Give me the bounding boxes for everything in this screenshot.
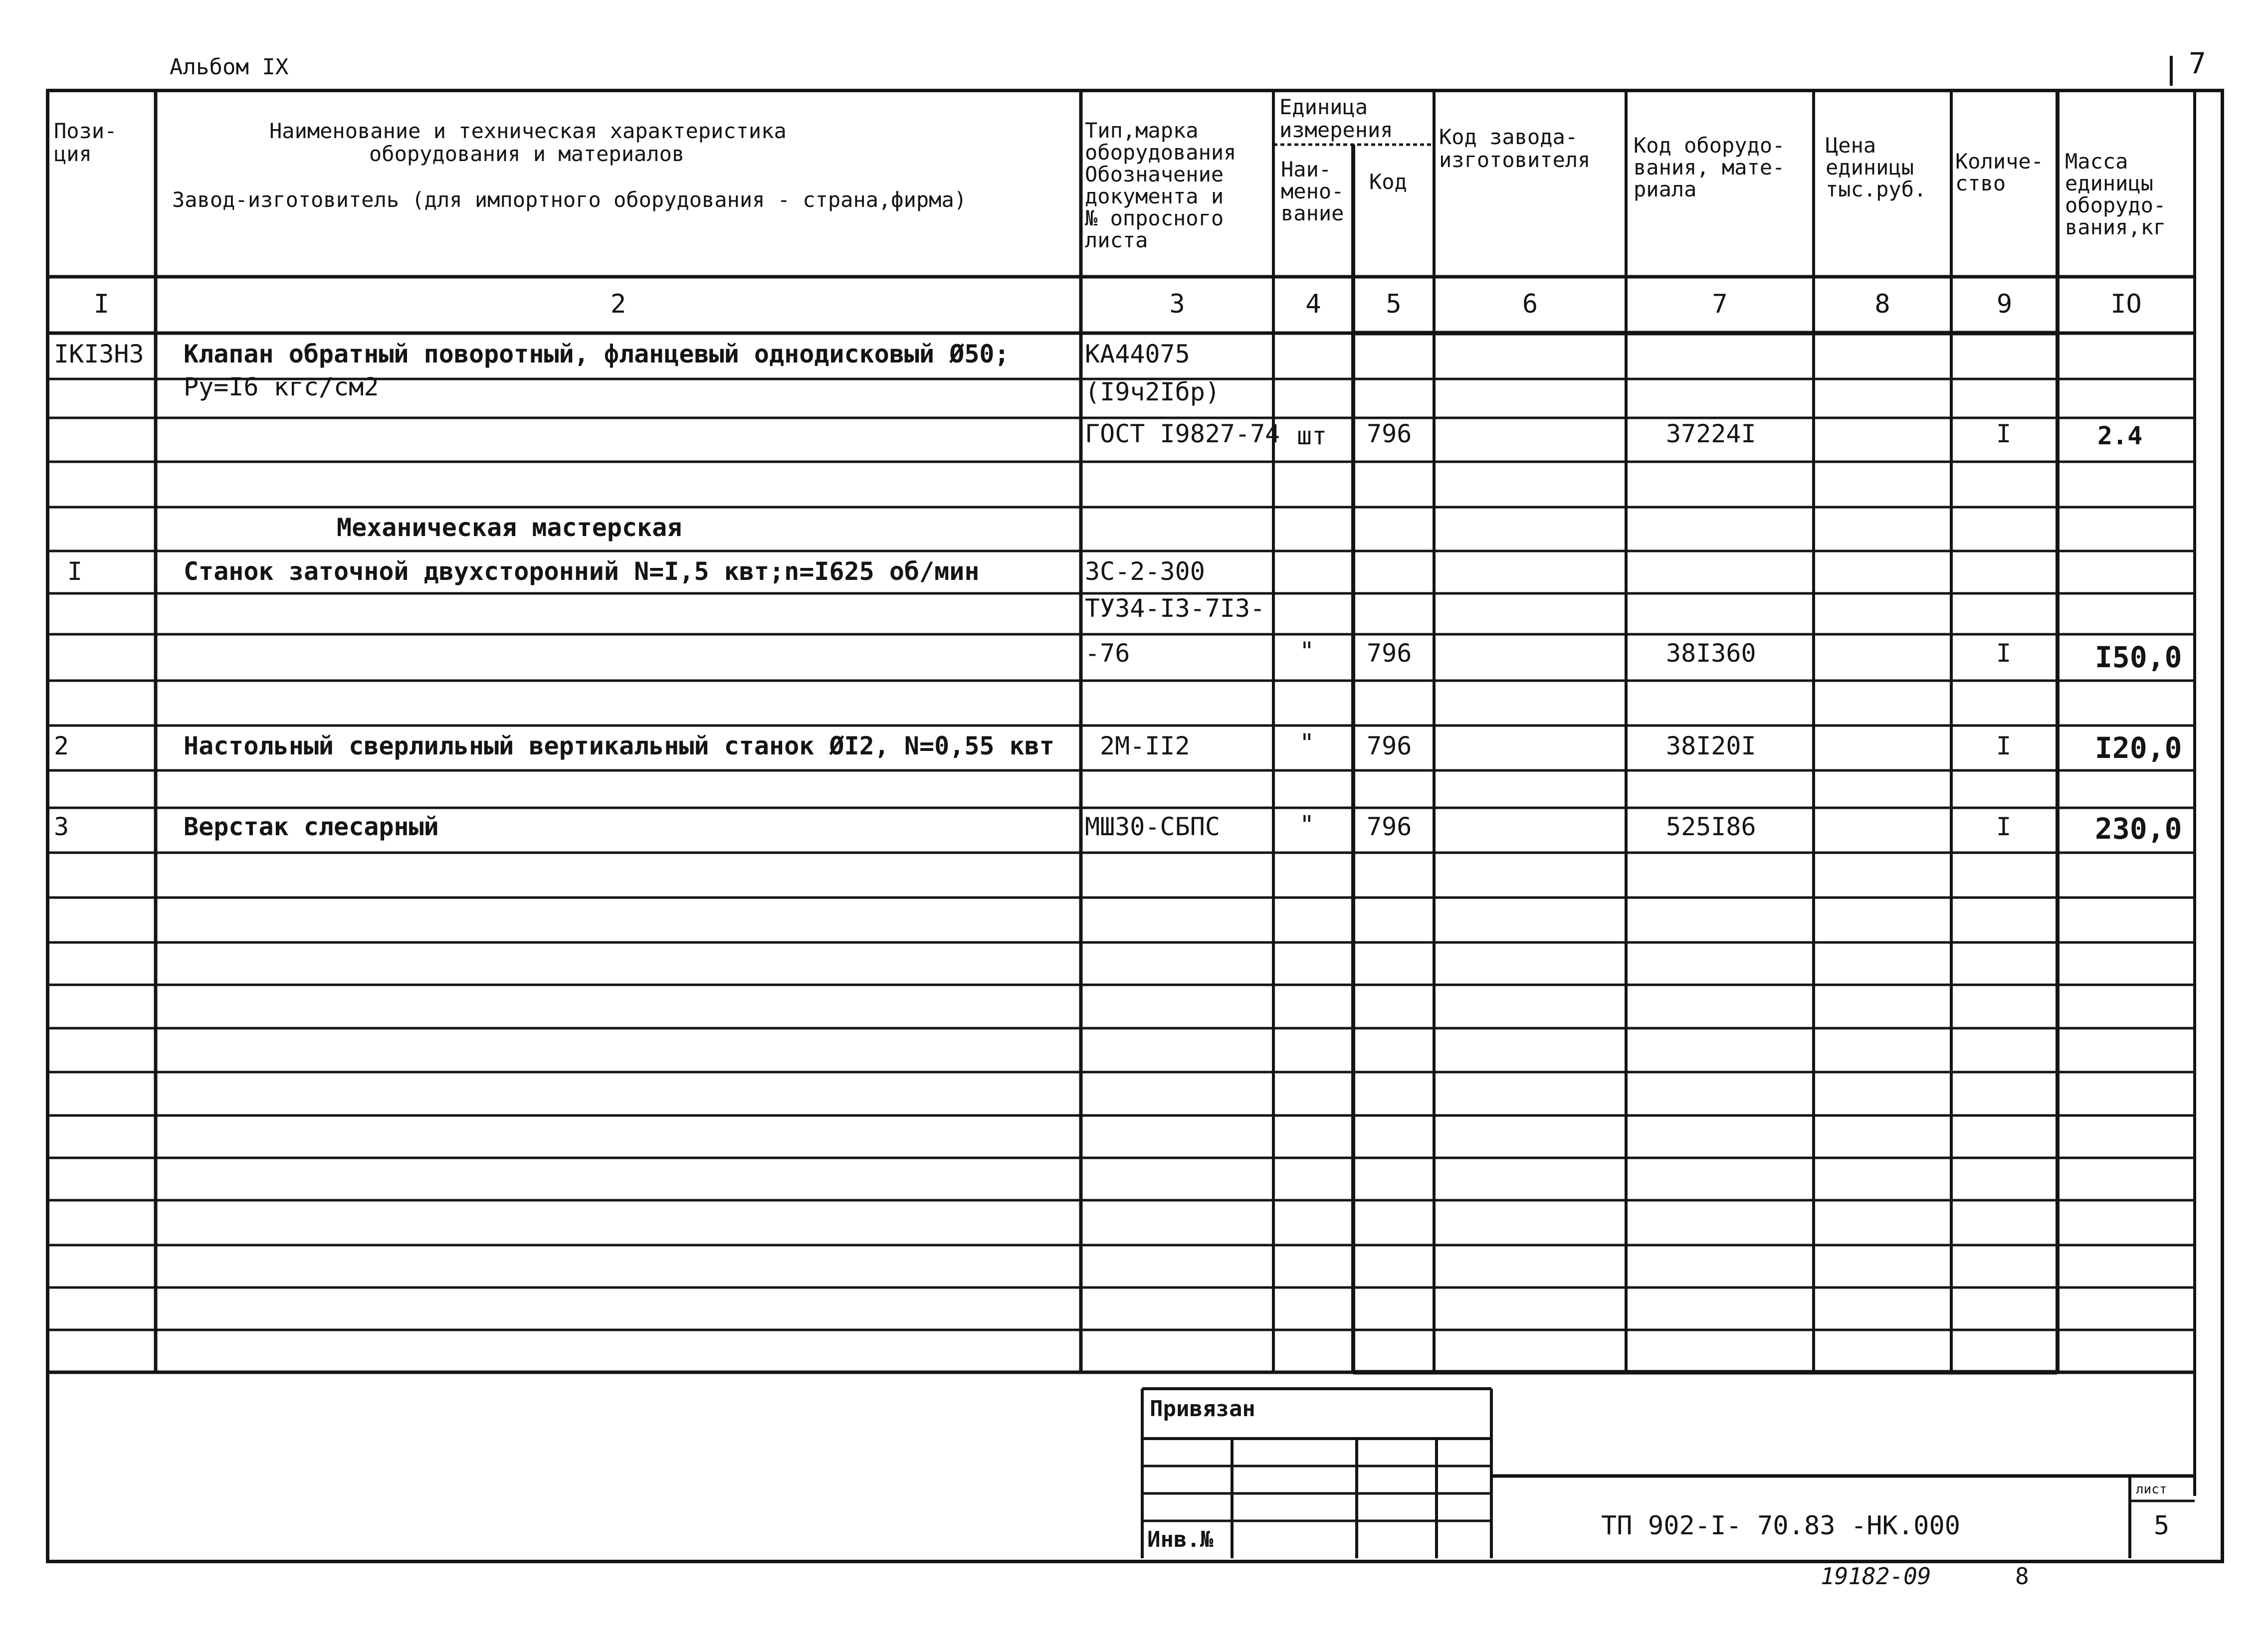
header-unit-group: Единица измерения [1279, 95, 1393, 142]
table-cell-equipment-code: 38I20I [1666, 732, 1756, 760]
sheet-mark: 7 [2189, 46, 2206, 80]
section-heading: Механическая мастерская [337, 513, 682, 542]
table-cell-type: МШ30-СБПС [1085, 812, 1220, 841]
footer-page: 8 [2015, 1563, 2029, 1590]
table-cell-code: 796 [1367, 639, 1412, 668]
table-cell-type: ГОСТ I9827-74 [1085, 419, 1280, 448]
table-cell-code: 796 [1367, 419, 1412, 448]
column-number: 3 [1169, 289, 1185, 319]
footer-number: 19182-09 [1821, 1563, 1931, 1590]
table-cell-name: Настольный сверлильный вертикальный станок ØI2, N=0,55 квт [184, 732, 1054, 760]
table-cell-equipment-code: 38I360 [1666, 639, 1756, 668]
table-cell-position: 2 [54, 732, 69, 760]
stamp-designation: ТП 902-I- 70.83 -НК.000 [1601, 1511, 1961, 1541]
table-cell-position: IKI3H3 [54, 340, 144, 368]
table-cell-unit: " [1299, 637, 1315, 666]
table-cell-type: (I9ч2Iбр) [1085, 377, 1220, 406]
stamp-list-number: 5 [2154, 1511, 2170, 1541]
table-cell-unit: " [1299, 729, 1315, 757]
column-number: 5 [1386, 289, 1402, 319]
table-cell-equipment-code: 37224I [1666, 419, 1756, 448]
table-cell-code: 796 [1367, 732, 1412, 760]
stamp-inventory-number: Инв.№ [1147, 1527, 1214, 1552]
header-price: Цена единицы тыс.руб. [1826, 133, 1927, 201]
header-quantity: Количе- ство [1955, 149, 2044, 195]
table-cell-type: ТУ34-I3-7I3- [1085, 594, 1265, 623]
header-type: Тип,марка оборудования Обозначение документа и № опросного листа [1085, 118, 1237, 252]
table-cell-name: Верстак слесарный [184, 812, 439, 841]
table-cell-quantity: I [1996, 812, 2012, 841]
table-cell-unit: шт [1297, 421, 1327, 450]
header-name-line1: Наименование и техническая характеристика [269, 119, 787, 143]
header-factory-code: Код завода- изготовителя [1439, 125, 1591, 172]
table-cell-mass: I50,0 [2095, 640, 2182, 674]
table-cell-name: Клапан обратный поворотный, фланцевый однодисковый Ø50; [184, 340, 1010, 368]
column-number: 9 [1996, 289, 2013, 319]
table-cell-type: КА44075 [1085, 340, 1190, 368]
header-equipment-code: Код оборудо- вания, мате- риала [1634, 133, 1785, 201]
table-cell-type: 2М-II2 [1100, 732, 1190, 760]
header-unit-name: Наи- мено- вание [1281, 157, 1344, 225]
table-cell-unit: " [1299, 810, 1315, 839]
table-cell-code: 796 [1367, 812, 1412, 841]
table-cell-quantity: I [1996, 639, 2012, 668]
table-cell-mass: 2.4 [2097, 421, 2143, 450]
table-cell-type: -76 [1085, 639, 1130, 668]
header-mass: Масса единицы оборудо- вания,кг [2065, 149, 2166, 239]
stamp-list-label: лист [2136, 1482, 2167, 1497]
table-cell-mass: 230,0 [2095, 812, 2182, 846]
table-cell-mass: I20,0 [2095, 731, 2182, 765]
column-number: 7 [1712, 289, 1728, 319]
table-cell-name: Станок заточной двухсторонний N=I,5 квт;n=I625 об/мин [184, 557, 980, 586]
stamp-privyazan: Привязан [1150, 1396, 1255, 1422]
header-unit-code: Код [1369, 170, 1407, 194]
column-number: 6 [1522, 289, 1538, 319]
table-cell-name: Ру=I6 кгс/см2 [184, 372, 379, 401]
album-label: Альбом IX [170, 54, 289, 80]
header-position: Пози- ция [54, 119, 117, 166]
table-cell-quantity: I [1996, 732, 2012, 760]
header-name-line2: оборудования и материалов [369, 142, 685, 166]
table-cell-quantity: I [1996, 419, 2012, 448]
column-number: I [93, 289, 110, 319]
column-number: 4 [1305, 289, 1321, 319]
column-number: IO [2110, 289, 2142, 319]
table-cell-type: 3С-2-300 [1085, 557, 1205, 586]
column-number: 8 [1874, 289, 1890, 319]
table-cell-equipment-code: 525I86 [1666, 812, 1756, 841]
table-cell-position: I [67, 557, 83, 586]
table-cell-position: 3 [54, 812, 69, 841]
header-name-line3: Завод-изготовитель (для импортного оборудования - страна,фирма) [172, 187, 967, 212]
column-number: 2 [610, 289, 626, 319]
